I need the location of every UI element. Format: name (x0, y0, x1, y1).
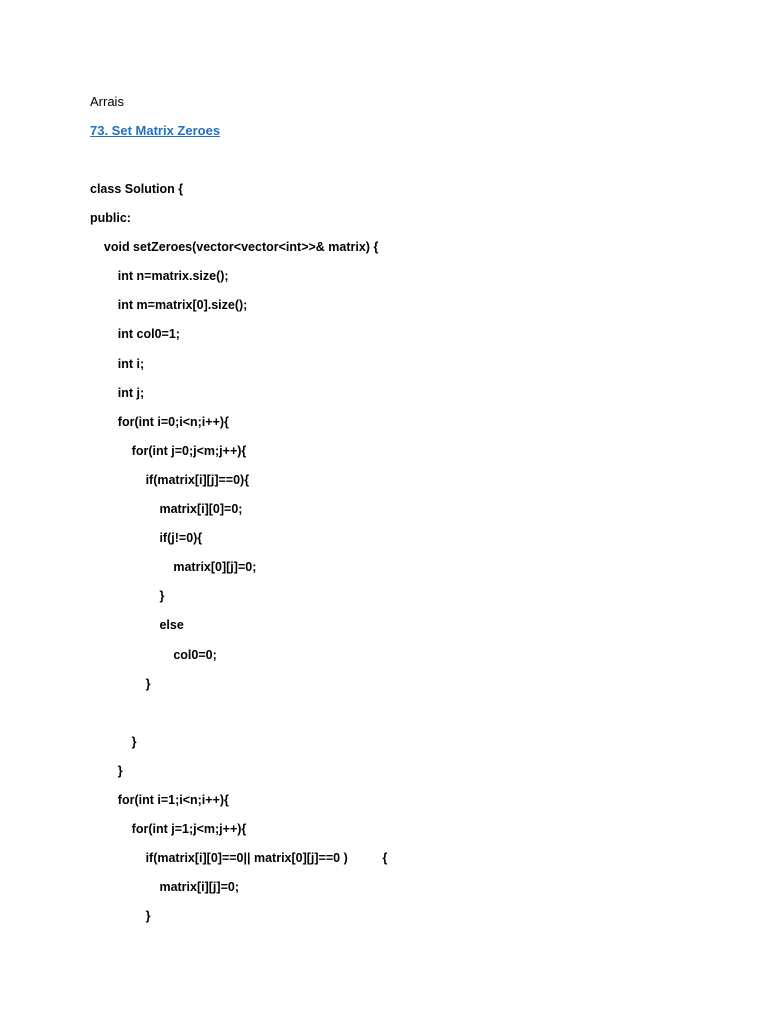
code-line: int j; (90, 385, 145, 400)
code-line: class Solution { (90, 182, 184, 196)
code-line: for(int j=0;j<m;j++){ (90, 443, 247, 458)
problem-link[interactable]: 73. Set Matrix Zeroes (90, 123, 221, 138)
code-line: int i; (90, 356, 145, 371)
code-line: } (90, 589, 165, 604)
code-line: for(int j=1;j<m;j++){ (90, 822, 247, 837)
code-line: int m=matrix[0].size(); (90, 298, 248, 313)
section-heading: Arrais (90, 94, 124, 109)
code-line: } (90, 909, 151, 924)
code-line: col0=0; (90, 647, 217, 662)
code-line: if(matrix[i][j]==0){ (90, 472, 250, 487)
code-line: } (90, 763, 123, 778)
code-line: matrix[0][j]=0; (90, 560, 257, 575)
code-line: } (90, 676, 151, 691)
code-block (90, 181, 690, 937)
code-line: else (90, 618, 184, 633)
code-line: for(int i=0;i<n;i++){ (90, 414, 229, 429)
code-line: if(matrix[i][0]==0|| matrix[0][j]==0 ) { (90, 851, 388, 866)
code-line: void setZeroes(vector<vector<int>>& matrix) { (90, 240, 379, 255)
code-line: for(int i=1;i<n;i++){ (90, 792, 229, 807)
code-line: if(j!=0){ (90, 531, 203, 546)
code-line: public: (90, 211, 131, 226)
code-line (90, 705, 690, 734)
code-line: int col0=1; (90, 327, 180, 342)
code-line: matrix[i][j]=0; (90, 880, 239, 895)
code-line: } (90, 734, 137, 749)
code-line: int n=matrix.size(); (90, 269, 229, 284)
code-line: matrix[i][0]=0; (90, 502, 243, 517)
